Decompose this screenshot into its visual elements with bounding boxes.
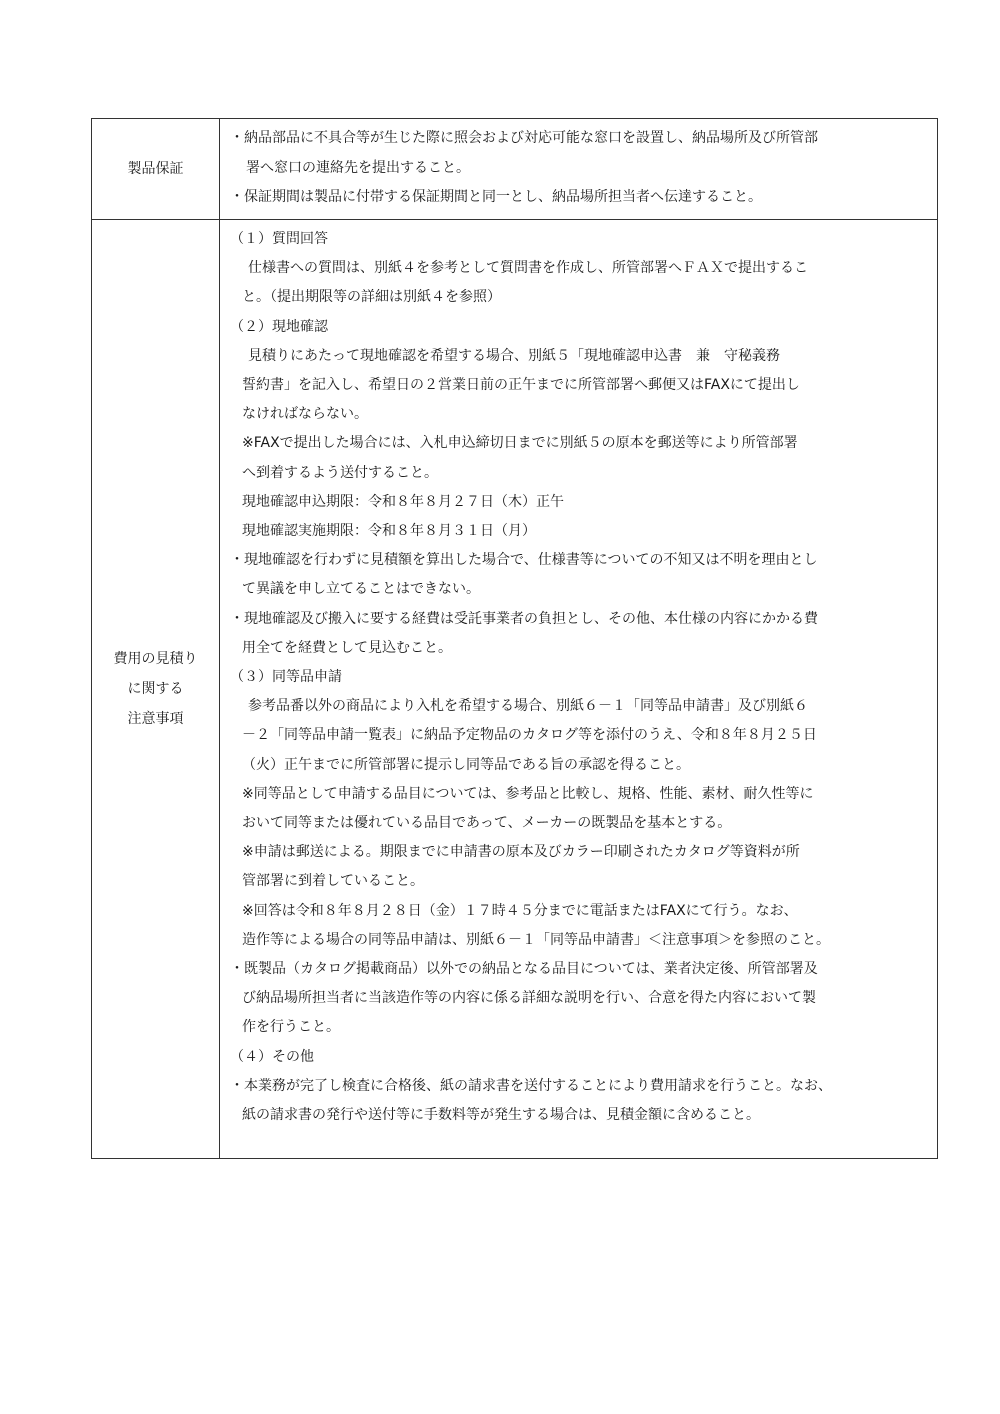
content-line: ※FAXで提出した場合には、入札申込締切日までに別紙５の原本を郵送等により所管部署 [242, 435, 798, 452]
content-line: び納品場所担当者に当該造作等の内容に係る詳細な説明を行い、合意を得た内容において製 [242, 990, 816, 1007]
content-line: おいて同等または優れている品目であって、メーカーの既製品を基本とする。 [242, 815, 732, 832]
row-label-text: 製品保証 [127, 161, 184, 177]
section-heading: （１）質問回答 [230, 231, 328, 247]
content-line: 現地確認実施期限：令和８年８月３１日（月） [242, 523, 536, 540]
content-line: 署へ窓口の連絡先を提出すること。 [246, 159, 470, 176]
content-line: 作を行うこと。 [242, 1019, 340, 1036]
content-line: 仕様書への質問は、別紙４を参考として質問書を作成し、所管部署へＦＡＸで提出するこ [248, 260, 808, 277]
row-label-text: 費用の見積り [113, 651, 198, 667]
content-line: なければならない。 [242, 406, 368, 423]
specification-table [91, 118, 938, 1159]
content-line: ※申請は郵送による。期限までに申請書の原本及びカラー印刷されたカタログ等資料が所 [242, 844, 800, 861]
content-line: ・現地確認を行わずに見積額を算出した場合で、仕様書等についての不知又は不明を理由とし [230, 552, 818, 569]
section-heading: （４）その他 [230, 1048, 314, 1065]
row-label-text: 注意事項 [127, 711, 184, 727]
row-content-cost-estimate-notes [220, 220, 938, 1159]
content-line: ・既製品（カタログ掲載商品）以外での納品となる品目については、業者決定後、所管部署及 [230, 961, 818, 978]
row-label-text: に関する [127, 681, 184, 697]
content-line: （火）正午までに所管部署に提示し同等品である旨の承認を得ること。 [242, 756, 690, 773]
content-line: ・保証期間は製品に付帯する保証期間と同一とし、納品場所担当者へ伝達すること。 [230, 189, 762, 205]
content-line: －２「同等品申請一覧表」に納品予定物品のカタログ等を添付のうえ、令和８年８月２５日 [242, 727, 817, 744]
content-line: 参考品番以外の商品により入札を希望する場合、別紙６－１「同等品申請書」及び別紙６ [248, 698, 808, 715]
content-line: 現地確認申込期限：令和８年８月２７日（木）正午 [242, 493, 564, 510]
content-line: ※同等品として申請する品目については、参考品と比較し、規格、性能、素材、耐久性等に [242, 785, 814, 802]
table-row-product-warranty [92, 119, 938, 220]
table-row-cost-estimate-notes [92, 220, 938, 1159]
content-line: 造作等による場合の同等品申請は、別紙６－１「同等品申請書」＜注意事項＞を参照のこと。 [242, 931, 830, 948]
content-line: ・本業務が完了し検査に合格後、紙の請求書を送付することにより費用請求を行うこと。なお、 [230, 1077, 832, 1094]
section-heading: （２）現地確認 [230, 318, 328, 335]
content-line: 用全てを経費として見込むこと。 [242, 639, 452, 656]
content-line: て異議を申し立てることはできない。 [242, 581, 480, 598]
section-heading: （３）同等品申請 [230, 669, 342, 686]
row-label-cost-estimate-notes [92, 220, 220, 1159]
content-line: 管部署に到着していること。 [242, 873, 424, 890]
content-line: へ到着するよう送付すること。 [242, 464, 438, 481]
content-line: ・納品部品に不具合等が生じた際に照会および対応可能な窓口を設置し、納品場所及び所管部 [230, 130, 818, 146]
content-line: ※回答は令和８年８月２８日（金）１７時４５分までに電話またはFAXにて行う。なお、 [242, 902, 798, 919]
content-line: 紙の請求書の発行や送付等に手数料等が発生する場合は、見積金額に含めること。 [242, 1107, 760, 1124]
content-line: 誓約書」を記入し、希望日の２営業日前の正午までに所管部署へ郵便又はFAXにて提出し [242, 377, 800, 394]
content-line: 見積りにあたって現地確認を希望する場合、別紙５「現地確認申込書 兼 守秘義務 [248, 347, 780, 364]
content-line: と。（提出期限等の詳細は別紙４を参照） [242, 289, 501, 306]
row-label-product-warranty [92, 119, 220, 220]
content-line: ・現地確認及び搬入に要する経費は受託事業者の負担とし、その他、本仕様の内容にかかる費 [230, 610, 818, 627]
row-content-product-warranty [220, 119, 938, 220]
